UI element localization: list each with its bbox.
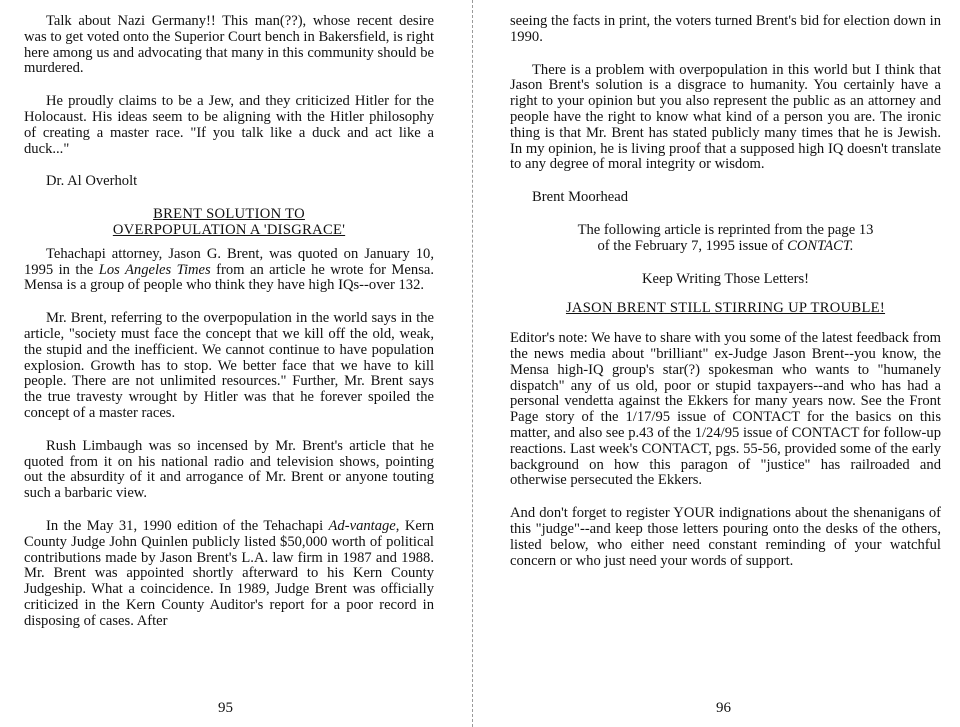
- publication-title: Los Angeles Times: [98, 261, 211, 278]
- paragraph: Rush Limbaugh was so incensed by Mr. Brent's article that he quoted from it on his national radio and television shows, pointing out the absurdity of it and arrogance of Mr. Brent or anyone touting such a barbaric view.: [24, 437, 434, 502]
- right-page: [510, 14, 941, 586]
- publication-title: CONTACT.: [787, 237, 854, 254]
- signature: Dr. Al Overholt: [46, 173, 138, 190]
- paragraph: There is a problem with overpopulation in this world but I think that Jason Brent's solution is a disgrace to humanity. You certainly have a right to your opinion but you also represent the public as an attorney and people have the right to know what kind of a person you are. The ironic thing is that Mr. Brent has stated publicly many times that he is Jewish. In my opinion, he is living proof that a supposed high IQ doesn't translate to any degree of moral integrity or wisdom.: [510, 61, 941, 173]
- paragraph: And don't forget to register YOUR indignations about the shenanigans of this "judge"--and keep those letters pouring onto the desks of the others, listed below, who either need constant reminding of your watchful concern or who just need your words of support.: [510, 505, 941, 569]
- publication-title: Ad-vantage: [328, 517, 396, 534]
- paragraph: In the May 31, 1990 edition of the Tehachapi Ad-vantage, Kern County Judge John Quinlen publicly listed $50,000 worth of political contributions made by Jason Brent's L.A. law firm in 1987 and 1988. Mr. Brent was appointed shortly afterward to his Kern County Judgeship. What a coincidence. In 1989, Judge Brent was officially criticized in the Kern County Auditor's report for a poor record in disposing of cases. After: [24, 517, 434, 629]
- paragraph: Editor's note: We have to share with you some of the latest feedback from the news media about "brilliant" ex-Judge Jason Brent--you know, the Mensa high-IQ group's star(?) spokesman who wants to "humanely dispatch" any of us old, poor or stupid taxpayers--and who has had a personal vendetta against the Ekkers for many years now. See the Front Page story of the 1/17/95 issue of CONTACT for the basics on this matter, and also see p.43 of the 1/24/95 issue of CONTACT for follow-up reactions. Last week's CONTACT, pgs. 55-56, provided some of the early background on how this paragon of "justice" has railroaded and otherwise persecuted the Ekkers.: [510, 330, 941, 489]
- article-heading: JASON BRENT STILL STIRRING UP TROUBLE!: [565, 300, 886, 317]
- reprint-note: The following article is reprinted from the page 13 of the February 7, 1995 issue of CONTACT.: [577, 221, 874, 254]
- paragraph: He proudly claims to be a Jew, and they criticized Hitler for the Holocaust. His ideas seem to be aligning with the Hitler philosophy of creating a master race. "If you talk like a duck and act like a duck...": [24, 93, 434, 157]
- signature: Brent Moorhead: [532, 189, 629, 206]
- left-page: [24, 14, 434, 647]
- paragraph: Talk about Nazi Germany!! This man(??), whose recent desire was to get voted onto the Superior Court bench in Bakersfield, is right here among us and advocating that many in this community should be murdered.: [24, 13, 434, 77]
- article-heading: [24, 207, 434, 239]
- heading-line: OVERPOPULATION A 'DISGRACE': [112, 221, 346, 238]
- paragraph: Tehachapi attorney, Jason G. Brent, was quoted on January 10, 1995 in the Los Angeles Times from an article he wrote for Mensa. Mensa is a group of people who think they have high IQs--over 132.: [24, 245, 434, 294]
- page-number: 96: [716, 700, 731, 716]
- paragraph: Mr. Brent, referring to the overpopulation in the world says in the article, "society must face the concept that we kill off the old, weak, the stupid and the inefficient. We cannot continue to have population explosion. Growth has to stop. We better face that we have to kill people. There are not unlimited resources." Further, Mr. Brent says the true travesty wrought by Hitler was that he forever spoiled the concept of a master races.: [24, 310, 434, 421]
- heading-line: BRENT SOLUTION TO: [153, 206, 305, 223]
- page-gutter: [472, 0, 473, 727]
- paragraph: seeing the facts in print, the voters turned Brent's bid for election down in 1990.: [510, 13, 941, 45]
- keep-writing-line: Keep Writing Those Letters!: [641, 270, 810, 287]
- page-number: 95: [218, 700, 233, 716]
